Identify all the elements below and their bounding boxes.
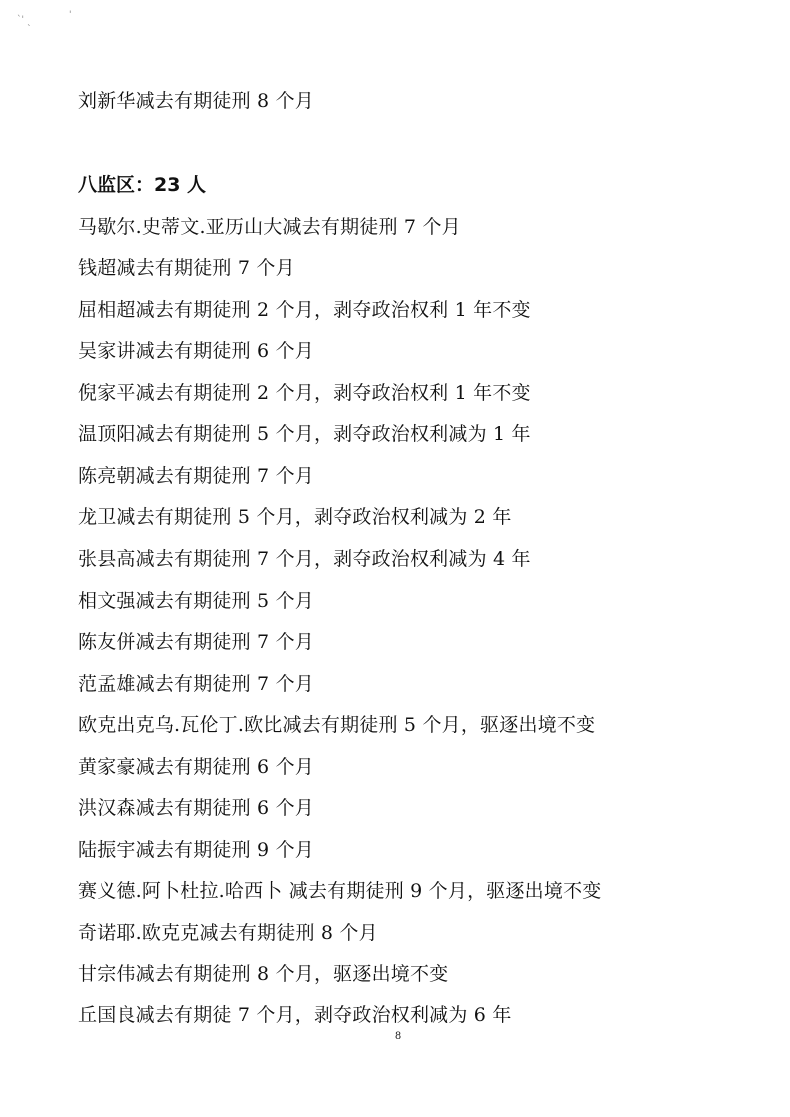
list-item: 吴家讲减去有期徒刑 6 个月: [78, 340, 314, 362]
scan-mark: ': [69, 10, 72, 20]
list-item: 甘宗伟减去有期徒刑 8 个月，驱逐出境不变: [78, 963, 449, 985]
list-item: 温顶阳减去有期徒刑 5 个月，剥夺政治权利减为 1 年: [78, 423, 531, 445]
carryover-entry: 刘新华减去有期徒刑 8 个月: [78, 90, 314, 112]
list-item: 欧克出克乌.瓦伦丁.欧比减去有期徒刑 5 个月，驱逐出境不变: [78, 714, 596, 736]
list-item: 陈友併减去有期徒刑 7 个月: [78, 631, 314, 653]
list-item: 洪汉森减去有期徒刑 6 个月: [78, 797, 314, 819]
list-item: 张县高减去有期徒刑 7 个月，剥夺政治权利减为 4 年: [78, 548, 531, 570]
section-heading: 八监区：23 人: [78, 174, 207, 196]
list-item: 龙卫减去有期徒刑 5 个月，剥夺政治权利减为 2 年: [78, 506, 512, 528]
list-item: 赛义德.阿卜杜拉.哈西卜 减去有期徒刑 9 个月，驱逐出境不变: [78, 880, 602, 902]
list-item: 黄家豪减去有期徒刑 6 个月: [78, 756, 314, 778]
list-item: 倪家平减去有期徒刑 2 个月，剥夺政治权利 1 年不变: [78, 382, 531, 404]
list-item: 丘国良减去有期徒 7 个月，剥夺政治权利减为 6 年: [78, 1004, 512, 1026]
list-item: 钱超减去有期徒刑 7 个月: [78, 257, 295, 279]
page-number: 8: [394, 1031, 402, 1042]
list-item: 陆振宇减去有期徒刑 9 个月: [78, 839, 314, 861]
list-item: 屈相超减去有期徒刑 2 个月，剥夺政治权利 1 年不变: [78, 299, 531, 321]
list-item: 马歇尔.史蒂文.亚历山大减去有期徒刑 7 个月: [78, 216, 461, 238]
list-item: 陈亮朝减去有期徒刑 7 个月: [78, 465, 314, 487]
list-item: 范孟雄减去有期徒刑 7 个月: [78, 673, 314, 695]
list-item: 相文强减去有期徒刑 5 个月: [78, 590, 314, 612]
scan-mark: ˎ: [27, 17, 32, 27]
list-item: 奇诺耶.欧克克减去有期徒刑 8 个月: [78, 922, 378, 944]
scan-mark: `': [17, 15, 24, 25]
